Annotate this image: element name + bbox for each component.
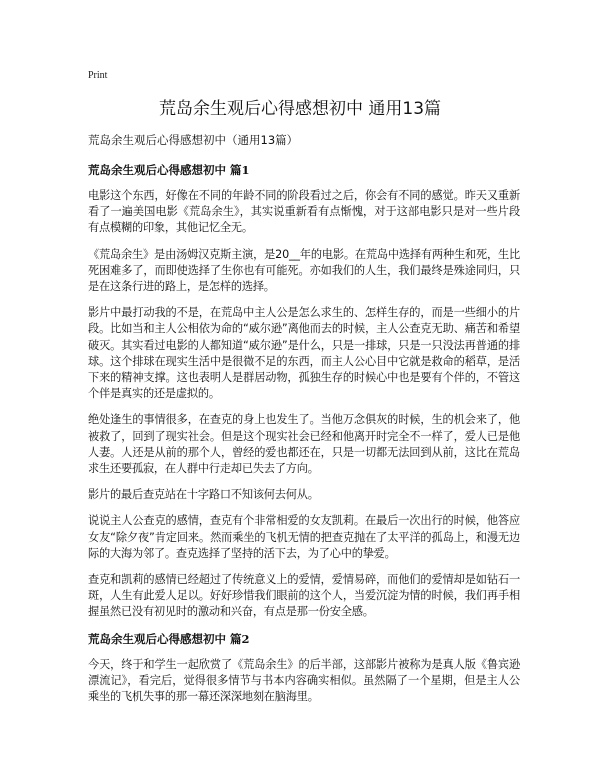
print-label[interactable]: Print: [88, 70, 108, 81]
section-heading-1: 荒岛余生观后心得感想初中 篇1: [88, 163, 250, 177]
page-title: 荒岛余生观后心得感想初中 通用13篇: [158, 99, 442, 119]
paragraph: 《荒岛余生》是由汤姆汉克斯主演，是20__年的电影。在荒岛中选择有两种生和死，生比死困难多了，而即使选择了生你也有可能死。亦如我们的人生，我们最终是殊途同归，只是在这条行进的路上，是怎样的选择。: [88, 247, 520, 294]
document-subtitle: 荒岛余生观后心得感想初中（通用13篇）: [88, 133, 299, 147]
paragraph: 绝处逢生的事情很多，在查克的身上也发生了。当他万念俱灰的时候，生的机会来了，他被救了，回到了现实社会。但是这个现实社会已经和他离开时完全不一样了，爱人已是他人妻。人还是从前的那个人，曾经的爱也都还在，只是一切都无法回到从前，这比在荒岛求生还要孤寂，在人群中行走却已失去了方向。: [88, 413, 520, 476]
paragraph: 查克和凯莉的感情已经超过了传统意义上的爱情，爱情易碎，而他们的爱情却是如钻石一斑，人生有此爱人足以。好好珍惜我们眼前的这个人，当爱沉淀为情的时候，我们再手相握虽然已没有初见时的激动和兴奋，有点是那一份安全感。: [88, 573, 520, 619]
paragraph: 影片中最打动我的不是，在荒岛中主人公是怎么求生的、怎样生存的，而是一些细小的片段。比如当和主人公相依为命的“威尔逊”离他而去的时候，主人公查克无助、痛苦和希望破灭。其实看过电影的人都知道“威尔逊”是什么，只是一排球，只是一只没法再普通的排球。这个排球在现实生活中是很微不足的东西，而主人公心目中它就是救命的稻草，是活下来的精神支撑。这也表明人是群居动物，孤独生存的时候心中也是要有个伴的，不管这个伴是真实的还是虚拟的。: [88, 306, 520, 401]
paragraph: 今天，终于和学生一起欣赏了《荒岛余生》的后半部，这部影片被称为是真人版《鲁宾逊漂流记》，看完后，觉得很多情节与书本内容确实相似。虽然隔了一个星期，但是主人公乘坐的飞机失事的那一幕还深深地刻在脑海里。: [88, 657, 520, 704]
section-heading-2: 荒岛余生观后心得感想初中 篇2: [88, 631, 250, 646]
paragraph: 电影这个东西，好像在不同的年龄不同的阶段看过之后，你会有不同的感觉。昨天又重新看了一遍美国电影《荒岛余生》，其实说重新看有点惭愧，对于这部电影只是对一些片段有点模糊的印象，其他记忆全无。: [88, 189, 520, 235]
paragraph: 影片的最后查克站在十字路口不知该何去何从。: [88, 488, 319, 502]
document-body: [88, 132, 520, 715]
paragraph: 说说主人公查克的感情，查克有个非常相爱的女友凯莉。在最后一次出行的时候，他答应女友“除夕夜”肯定回来。然而乘坐的飞机无情的把查克抛在了太平洋的孤岛上，和漫无边际的大海为邻了。查克选择了坚持的活下去，为了心中的挚爱。: [88, 514, 520, 560]
